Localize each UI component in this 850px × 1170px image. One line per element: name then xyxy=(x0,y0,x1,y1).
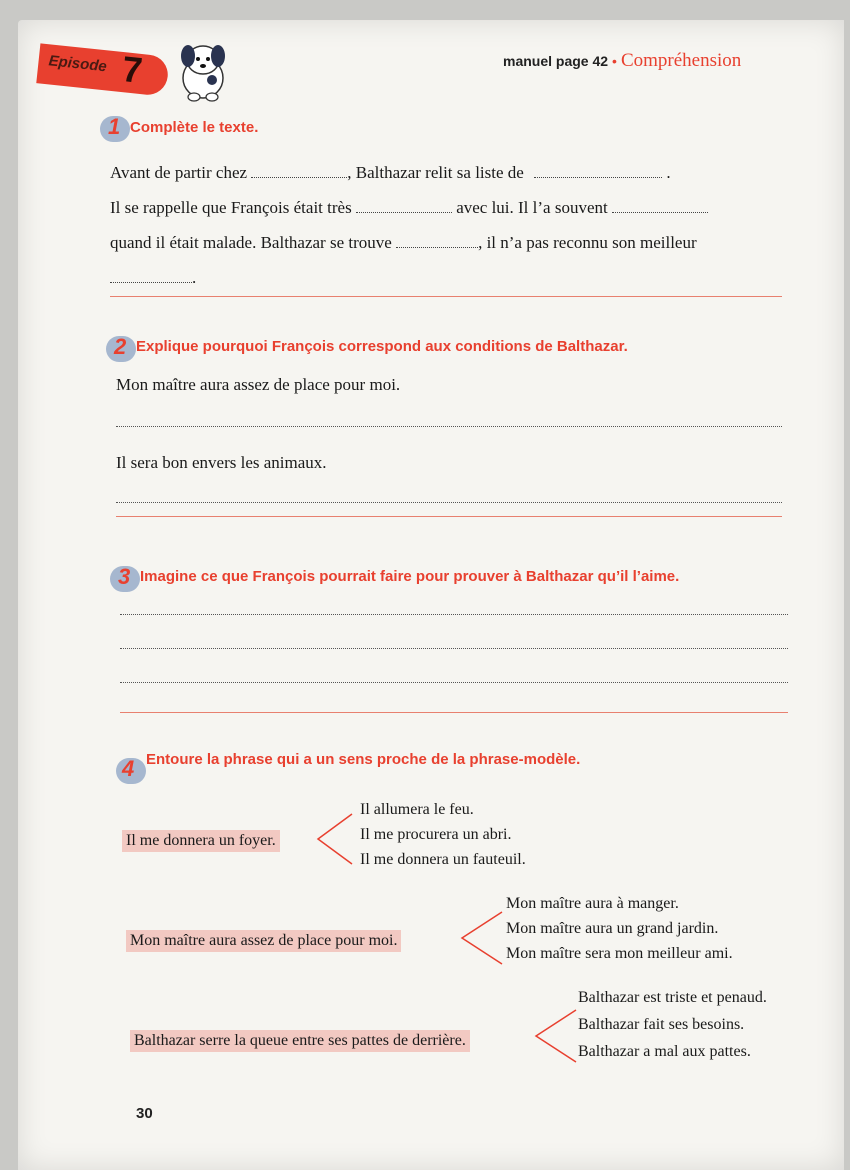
ex1-line-2 xyxy=(110,198,708,218)
page-header xyxy=(503,50,741,72)
bracket-1 xyxy=(314,812,354,868)
episode-number: 7 xyxy=(120,48,145,91)
ex2-answer-line-2[interactable] xyxy=(116,502,782,503)
model-sentence-2: Mon maître aura assez de place pour moi. xyxy=(126,930,401,952)
ex1-blank-1[interactable] xyxy=(251,163,347,178)
exercise-4-title: Entoure la phrase qui a un sens proche de la phrase-modèle. xyxy=(146,751,581,768)
ex1-blank-3[interactable] xyxy=(356,198,452,213)
exercise-1-title: Complète le texte. xyxy=(130,119,259,136)
section-divider xyxy=(120,712,788,713)
ex1-text: . xyxy=(666,163,671,182)
ex1-blank-6[interactable] xyxy=(110,268,192,283)
exercise-1-number: 1 xyxy=(108,114,121,139)
ex2-item-2: Il sera bon envers les animaux. xyxy=(116,453,327,472)
group-3-option-3[interactable]: Balthazar a mal aux pattes. xyxy=(578,1043,751,1060)
ex1-text: , Balthazar relit sa liste de xyxy=(347,163,524,182)
group-2-option-2[interactable]: Mon maître aura un grand jardin. xyxy=(506,920,719,937)
exercise-2-number: 2 xyxy=(114,334,127,359)
manual-reference: manuel page 42 xyxy=(503,53,609,69)
ex1-blank-2[interactable] xyxy=(534,163,662,178)
episode-label: Episode xyxy=(47,52,108,76)
group-3-option-1[interactable]: Balthazar est triste et penaud. xyxy=(578,989,767,1006)
ex1-text: . xyxy=(192,268,197,287)
exercise-3-title: Imagine ce que François pourrait faire pour prouver à Balthazar qu’il l’aime. xyxy=(140,568,680,585)
dog-mascot-icon xyxy=(168,34,238,104)
ex1-text: Il se rappelle que François était très xyxy=(110,198,352,217)
exercise-3-number: 3 xyxy=(118,564,131,589)
group-1-option-1[interactable]: Il allumera le feu. xyxy=(360,801,474,818)
section-title: Compréhension xyxy=(620,50,742,71)
worksheet-page xyxy=(18,20,844,1170)
exercise-2-title: Explique pourquoi François correspond aux conditions de Balthazar. xyxy=(136,338,628,355)
bracket-3 xyxy=(532,1008,578,1066)
section-divider xyxy=(116,516,782,517)
ex3-answer-line-2[interactable] xyxy=(120,648,788,649)
ex1-line-3 xyxy=(110,233,697,253)
page-number: 30 xyxy=(136,1105,153,1122)
ex2-item-1: Mon maître aura assez de place pour moi. xyxy=(116,375,401,394)
ex3-answer-line-1[interactable] xyxy=(120,614,788,615)
group-3-option-2[interactable]: Balthazar fait ses besoins. xyxy=(578,1016,745,1033)
ex1-text: avec lui. Il l’a souvent xyxy=(456,198,608,217)
ex1-text: quand il était malade. Balthazar se trouve xyxy=(110,233,392,252)
section-divider xyxy=(110,296,782,297)
group-1-option-3[interactable]: Il me donnera un fauteuil. xyxy=(360,851,526,868)
group-2-option-3[interactable]: Mon maître sera mon meilleur ami. xyxy=(506,945,733,962)
group-1-option-2[interactable]: Il me procurera un abri. xyxy=(360,826,512,843)
exercise-4-number: 4 xyxy=(122,756,135,781)
group-2-option-1[interactable]: Mon maître aura à manger. xyxy=(506,895,679,912)
bracket-2 xyxy=(458,910,504,968)
model-sentence-3: Balthazar serre la queue entre ses pattes de derrière. xyxy=(130,1030,470,1052)
ex1-blank-5[interactable] xyxy=(396,233,478,248)
ex1-text: Avant de partir chez xyxy=(110,163,248,182)
ex1-line-4 xyxy=(110,268,196,288)
episode-tab xyxy=(36,43,169,96)
header-separator: • xyxy=(612,53,617,69)
model-sentence-1: Il me donnera un foyer. xyxy=(122,830,280,852)
ex1-text: , il n’a pas reconnu son meilleur xyxy=(478,233,697,252)
ex3-answer-line-3[interactable] xyxy=(120,682,788,683)
ex2-answer-line-1[interactable] xyxy=(116,426,782,427)
ex1-blank-4[interactable] xyxy=(612,198,708,213)
ex1-line-1 xyxy=(110,163,671,183)
